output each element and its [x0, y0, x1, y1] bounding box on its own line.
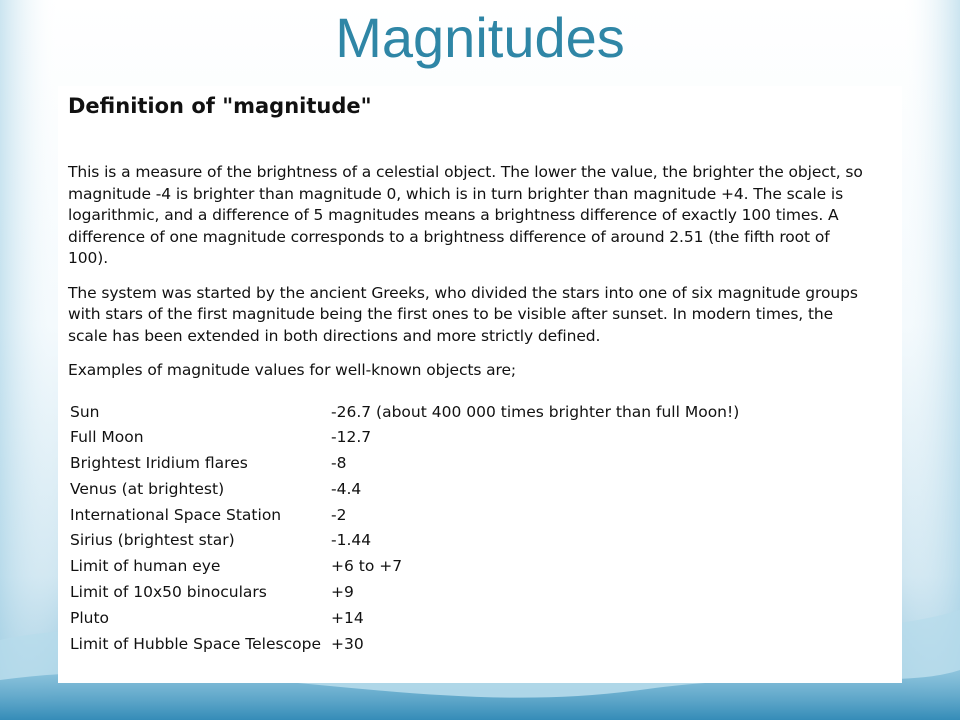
table-row [68, 554, 739, 580]
table-row [68, 451, 739, 477]
slide-title: Magnitudes [335, 6, 625, 69]
magnitude-value: +6 to +7 [331, 557, 403, 576]
object-name: Venus (at brightest) [70, 479, 225, 498]
table-row [68, 528, 739, 554]
examples-intro: Examples of magnitude values for well-known objects are; [68, 361, 517, 379]
definition-heading: Definition of "magnitude" [68, 94, 372, 118]
magnitude-value: -8 [331, 454, 347, 473]
table-row [68, 632, 739, 658]
object-name: Sun [70, 402, 100, 421]
object-name: Full Moon [70, 428, 144, 447]
table-row [68, 477, 739, 503]
magnitude-value: +30 [331, 634, 364, 653]
magnitude-value: -2 [331, 505, 347, 524]
magnitude-value: -1.44 [331, 531, 372, 550]
magnitude-value: +14 [331, 608, 364, 627]
object-name: Limit of 10x50 binoculars [70, 583, 267, 602]
object-name: International Space Station [70, 505, 282, 524]
table-row [68, 400, 739, 426]
object-name: Pluto [70, 608, 110, 627]
object-name: Limit of Hubble Space Telescope [70, 634, 321, 653]
table-row [68, 503, 739, 529]
magnitude-value: +9 [331, 583, 354, 602]
magnitude-examples-table [68, 400, 739, 658]
object-name: Sirius (brightest star) [70, 531, 235, 550]
magnitude-value: -26.7 (about 400 000 times brighter than full Moon!) [331, 402, 740, 421]
magnitude-definition-panel [58, 86, 902, 683]
object-name: Limit of human eye [70, 557, 221, 576]
table-row [68, 425, 739, 451]
magnitude-value: -4.4 [331, 479, 362, 498]
object-name: Brightest Iridium flares [70, 454, 248, 473]
magnitude-value: -12.7 [331, 428, 372, 447]
definition-paragraph: This is a measure of the brightness of a celestial object. The lower the value, the brighter the object, so magnitude -4 is brighter than magnitude 0, which is in turn brighter than magnitude +4. The scale is logarithmic, and a difference of 5 magnitudes means a brightness difference of exactly 100 times. A difference of one magnitude corresponds to a brightness difference of around 2.51 (the fifth root of 100). [68, 163, 863, 267]
history-paragraph: The system was started by the ancient Greeks, who divided the stars into one of six magnitude groups with stars of the first magnitude being the first ones to be visible after sunset. In modern times, the scale has been extended in both directions and more strictly defined. [68, 283, 858, 345]
table-row [68, 606, 739, 632]
table-row [68, 580, 739, 606]
